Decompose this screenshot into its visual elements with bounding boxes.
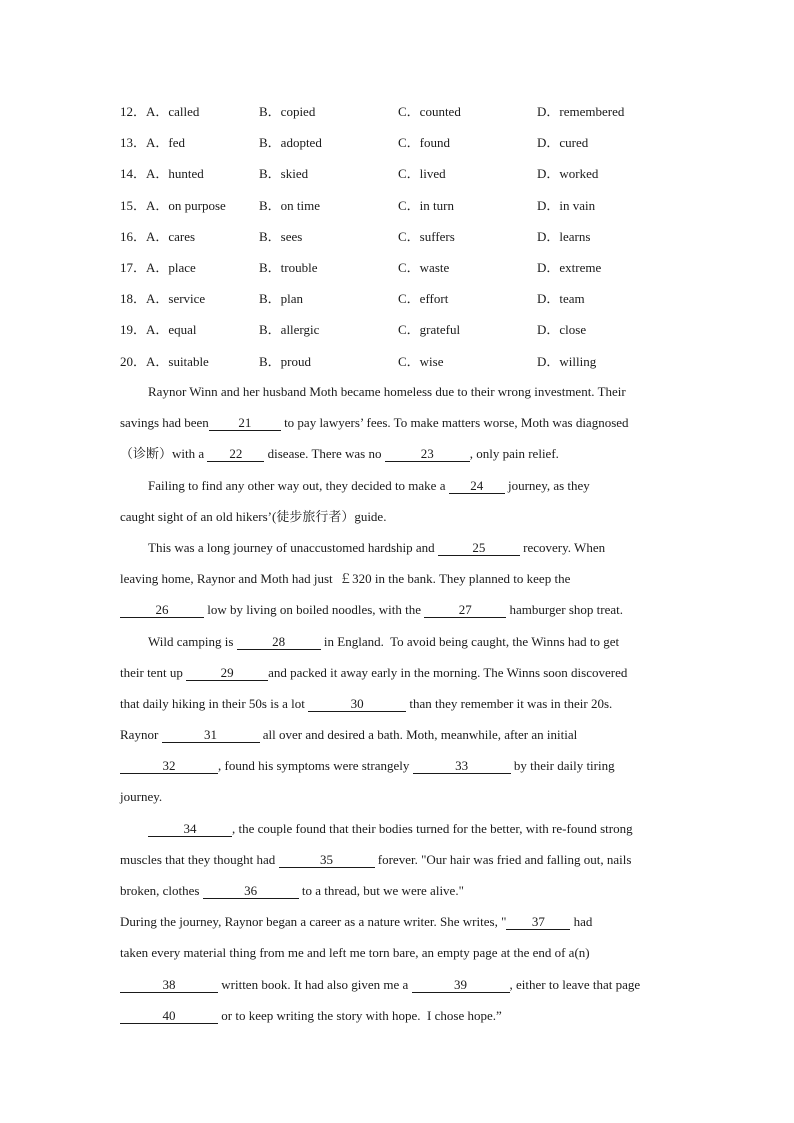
option-row [0,257,794,288]
option-a: 19．A．equal [120,322,197,338]
passage-text: savings had been [120,415,209,431]
option-d: D．extreme [537,259,602,275]
passage-text: hamburger shop treat. [506,602,623,618]
passage-text: that daily hiking in their 50s is a lot [120,695,309,711]
passage-line [120,942,668,973]
passage-line [120,1005,668,1036]
blank-23: 23 [385,447,470,462]
option-c: C．found [398,135,451,151]
passage-line [120,911,668,942]
blank-30: 30 [308,697,406,712]
option-a: 12．A．called [120,104,200,119]
option-b: B．plan [259,291,304,307]
passage-text: journey. [120,789,163,805]
passage-text: by their daily tiring [510,758,615,774]
passage-text: in England. To avoid being caught, the Winns had to get [320,633,620,649]
passage-text: journey, as they [504,477,590,493]
option-d: D．close [537,322,587,338]
passage-line [120,537,668,568]
passage-line [120,443,668,474]
option-b: B．trouble [259,259,318,275]
passage-text: , either to leave that page [509,976,641,992]
passage-line [120,974,668,1005]
option-a: 13．A．fed [120,135,185,151]
answer-options [0,101,794,382]
option-d: D．cured [537,135,589,151]
passage-text: had [570,914,593,930]
blank-31: 31 [162,728,260,743]
passage-text: This was a long journey of unaccustomed hardship and [148,539,438,555]
option-c: C．effort [398,291,449,307]
option-d: D．in vain [537,197,596,213]
passage-text: broken, clothes [120,883,203,898]
passage-text: , the couple found that their bodies turned for the better, with re-found strong [232,820,633,836]
option-a: 17．A．place [120,259,196,275]
option-a: 15．A．on purpose [120,197,226,213]
cloze-passage [120,381,668,1036]
option-b: B．proud [259,353,312,369]
blank-28: 28 [237,635,321,650]
blank-33: 33 [413,759,511,774]
option-b: B．allergic [259,322,320,338]
passage-text: and packed it away early in the morning. The Winns soon discovered [268,664,628,680]
option-d: D．team [537,291,585,307]
passage-text: （诊断）with a [120,446,208,462]
blank-34: 34 [148,822,232,837]
passage-line [120,381,668,412]
passage-text: taken every material thing from me and left me torn bare, an empty page at the end of a(n) [120,945,590,961]
option-row [0,351,794,382]
option-b: B．copied [259,104,316,119]
blank-36: 36 [203,884,299,899]
blank-32: 32 [120,759,218,774]
option-row [0,101,794,132]
passage-line [120,755,668,786]
option-c: C．lived [398,166,446,182]
passage-text: their tent up [120,664,187,680]
option-b: B．adopted [259,135,322,151]
option-a: 16．A．cares [120,228,196,244]
option-b: B．on time [259,197,321,213]
blank-22: 22 [207,447,264,462]
option-c: C．suffers [398,228,455,244]
passage-text: leaving home, Raynor and Moth had just ￡320 in the bank. They planned to keep the [120,571,571,587]
option-d: D．willing [537,353,597,369]
blank-21: 21 [209,416,281,431]
blank-39: 39 [412,978,510,993]
option-row [0,163,794,194]
option-b: B．sees [259,228,303,244]
blank-25: 25 [438,541,520,556]
passage-text: recovery. When [519,539,606,555]
passage-text: , found his symptoms were strangely [218,758,413,774]
option-c: C．counted [398,104,461,119]
blank-38: 38 [120,978,218,993]
blank-27: 27 [424,603,506,618]
passage-text: , only pain relief. [469,446,559,462]
passage-line [120,506,668,537]
passage-text: muscles that they thought had [120,851,279,867]
passage-line [120,475,668,506]
passage-text: caught sight of an old hikers’(徒步旅行者）guide. [120,508,387,524]
option-row [0,288,794,319]
passage-line [120,412,668,443]
option-row [0,132,794,163]
passage-text: disease. There was no [264,446,385,462]
passage-line [120,631,668,662]
option-row [0,226,794,257]
option-a: 14．A．hunted [120,166,204,182]
option-row [0,195,794,226]
passage-line [120,849,668,880]
passage-text: Failing to find any other way out, they decided to make a [148,477,449,493]
passage-line [120,818,668,849]
passage-text: low by living on boiled noodles, with the [204,602,425,618]
passage-text: Raynor [120,727,162,743]
option-d: D．learns [537,228,591,244]
passage-line [120,724,668,755]
blank-40: 40 [120,1009,218,1024]
blank-26: 26 [120,603,204,618]
option-d: D．remembered [537,104,625,119]
passage-line [120,880,668,911]
blank-24: 24 [449,479,505,494]
blank-35: 35 [279,853,375,868]
passage-line [120,662,668,693]
passage-text: Raynor Winn and her husband Moth became homeless due to their wrong investment. Their [148,384,626,399]
option-row [0,319,794,350]
option-b: B．skied [259,166,309,182]
option-a: 18．A．service [120,291,206,307]
passage-text: During the journey, Raynor began a career as a nature writer. She writes, " [120,914,507,930]
passage-line [120,693,668,724]
option-d: D．worked [537,166,599,182]
option-c: C．waste [398,259,450,275]
blank-37: 37 [506,915,570,930]
passage-text: than they remember it was in their 20s. [406,695,613,711]
option-c: C．in turn [398,197,454,213]
passage-line [120,568,668,599]
passage-text: to a thread, but we were alive." [298,883,464,898]
passage-line [120,786,668,817]
passage-text: to pay lawyers’ fees. To make matters worse, Moth was diagnosed [280,415,629,431]
passage-text: written book. It had also given me a [218,976,412,992]
passage-text: forever. "Our hair was fried and falling out, nails [374,851,632,867]
passage-text: or to keep writing the story with hope. I chose hope.” [218,1007,502,1023]
option-a: 20．A．suitable [120,353,209,369]
passage-text: all over and desired a bath. Moth, meanwhile, after an initial [259,727,578,743]
option-c: C．wise [398,353,444,369]
passage-text: Wild camping is [148,633,237,649]
option-c: C．grateful [398,322,461,338]
blank-29: 29 [186,666,268,681]
passage-line [120,599,668,630]
